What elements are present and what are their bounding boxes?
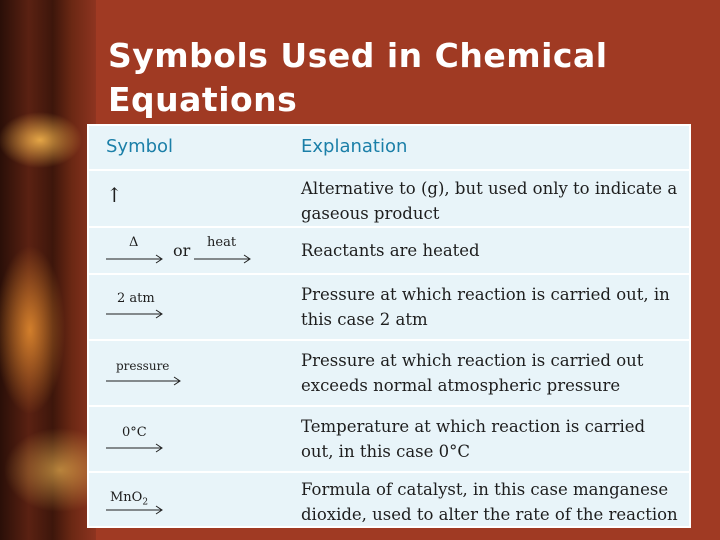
reaction-arrow-icon [106, 309, 166, 319]
row-explanation: Pressure at which reaction is carried out exceeds normal atmospheric pressure [301, 351, 644, 395]
symbols-table [87, 124, 691, 528]
temperature-label: 0°C [122, 425, 147, 440]
table-row [89, 471, 689, 526]
reaction-arrow-icon [106, 505, 166, 515]
beaker-photo-strip [0, 0, 96, 540]
up-arrow-symbol: ↑ [106, 183, 123, 207]
row-explanation: Reactants are heated [301, 241, 480, 260]
or-connector: or [173, 241, 191, 260]
catalyst-label: MnO$_2$ [110, 490, 149, 508]
table-row [89, 273, 689, 337]
reaction-arrow-icon [106, 443, 166, 453]
reaction-arrow-icon [106, 254, 166, 264]
table-row [89, 405, 689, 469]
heat-label: heat [207, 235, 237, 250]
reaction-arrow-icon [194, 254, 254, 264]
reaction-arrow-icon [106, 376, 186, 386]
header-symbol: Symbol [106, 136, 174, 157]
row-explanation: Pressure at which reaction is carried out, in this case 2 atm [301, 285, 670, 329]
table-row [89, 169, 689, 224]
row-explanation: Formula of catalyst, in this case manganese dioxide, used to alter the rate of the reaction [301, 480, 678, 524]
delta-label: Δ [129, 235, 139, 250]
header-explanation: Explanation [301, 136, 408, 157]
row-explanation: Temperature at which reaction is carried out, in this case 0°C [301, 417, 646, 461]
row-explanation: Alternative to (g), but used only to indicate a gaseous product [301, 179, 678, 223]
table-row [89, 339, 689, 403]
table-row [89, 226, 689, 271]
pressure-2atm-label: 2 atm [117, 291, 155, 306]
pressure-label: pressure [116, 359, 170, 373]
slide-title: Symbols Used in Chemical Equations [108, 36, 608, 119]
